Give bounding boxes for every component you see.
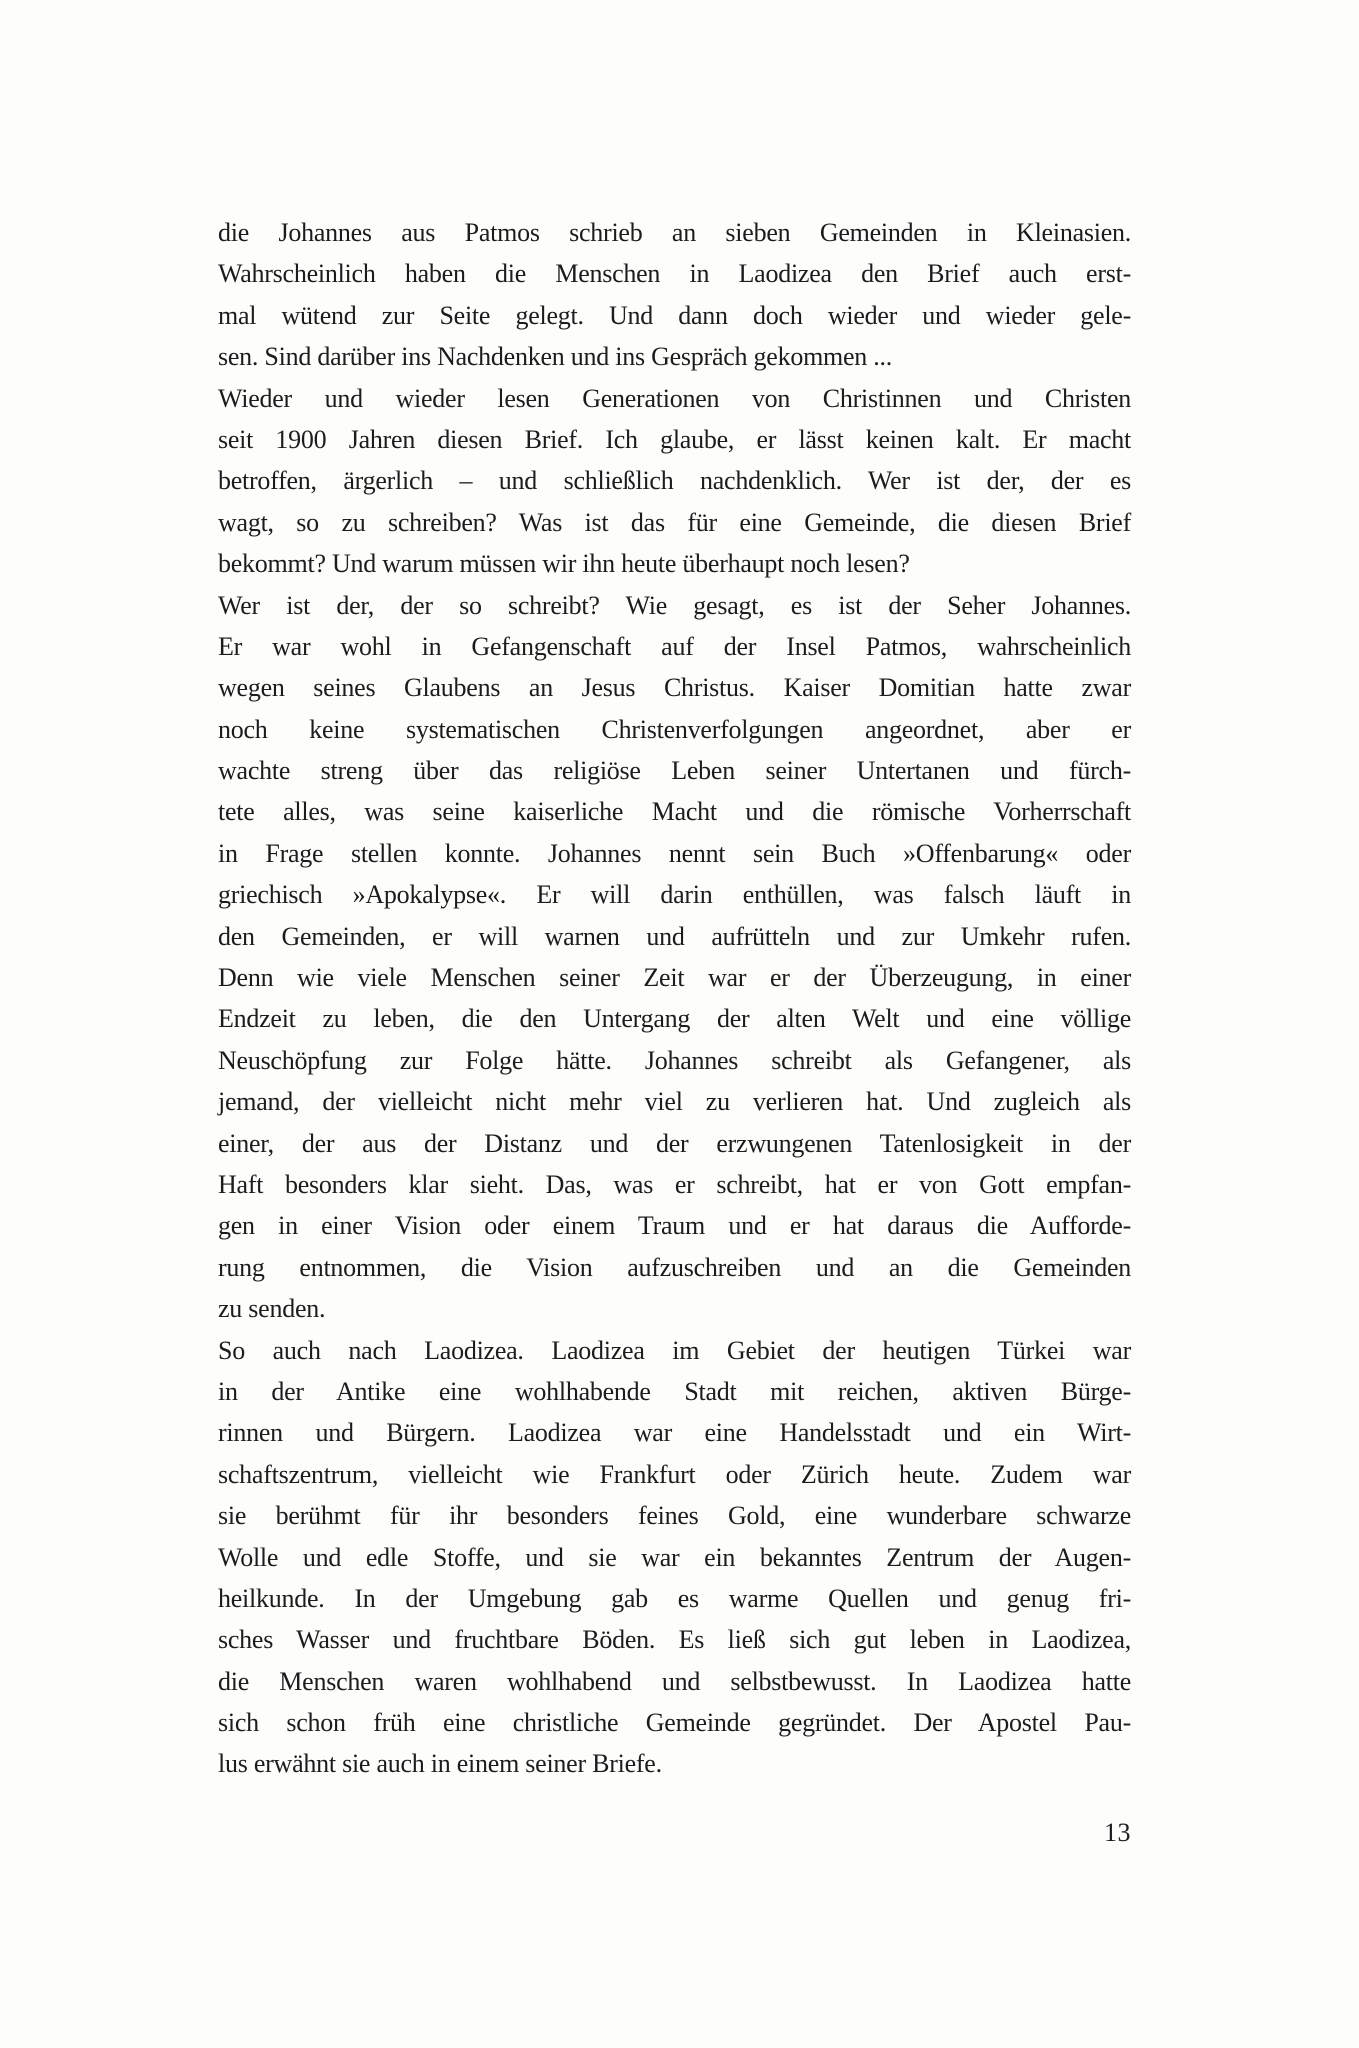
text-line: Haft besonders klar sieht. Das, was er schreibt, hat er von Gott empfan- (218, 1169, 1131, 1199)
text-line: Wieder und wieder lesen Generationen von Christinnen und Christen (218, 383, 1131, 413)
text-line: bekommt? Und warum müssen wir ihn heute überhaupt noch lesen? (218, 549, 910, 579)
text-line: wagt, so zu schreiben? Was ist das für eine Gemeinde, die diesen Brief (218, 507, 1131, 537)
text-line: Er war wohl in Gefangenschaft auf der Insel Patmos, wahrscheinlich (218, 631, 1131, 661)
text-line: betroffen, ärgerlich – und schließlich nachdenklich. Wer ist der, der es (218, 466, 1131, 496)
text-line: den Gemeinden, er will warnen und aufrütteln und zur Umkehr rufen. (218, 921, 1131, 951)
text-line: sich schon früh eine christliche Gemeinde gegründet. Der Apostel Pau- (218, 1708, 1131, 1738)
text-line: Neuschöpfung zur Folge hätte. Johannes schreibt als Gefangener, als (218, 1045, 1131, 1075)
text-line: mal wütend zur Seite gelegt. Und dann doch wieder und wieder gele- (218, 300, 1131, 330)
text-line: Wer ist der, der so schreibt? Wie gesagt, es ist der Seher Johannes. (218, 590, 1131, 620)
text-line: die Menschen waren wohlhabend und selbstbewusst. In Laodizea hatte (218, 1666, 1131, 1696)
text-line: Denn wie viele Menschen seiner Zeit war er der Überzeugung, in einer (218, 963, 1131, 993)
text-line: wegen seines Glaubens an Jesus Christus. Kaiser Domitian hatte zwar (218, 673, 1131, 703)
text-line: wachte streng über das religiöse Leben seiner Untertanen und fürch- (218, 756, 1131, 786)
text-line: einer, der aus der Distanz und der erzwungenen Tatenlosigkeit in der (218, 1128, 1131, 1158)
text-line: rinnen und Bürgern. Laodizea war eine Handelsstadt und ein Wirt- (218, 1418, 1131, 1448)
text-line: sches Wasser und fruchtbare Böden. Es ließ sich gut leben in Laodizea, (218, 1625, 1131, 1655)
text-line: tete alles, was seine kaiserliche Macht und die römische Vorherrschaft (218, 797, 1131, 827)
text-line: sen. Sind darüber ins Nachdenken und ins Gespräch gekommen ... (218, 342, 893, 372)
text-line: heilkunde. In der Umgebung gab es warme Quellen und genug fri- (218, 1583, 1131, 1613)
text-line: jemand, der vielleicht nicht mehr viel zu verlieren hat. Und zugleich als (218, 1087, 1131, 1117)
text-line: seit 1900 Jahren diesen Brief. Ich glaube, er lässt keinen kalt. Er macht (218, 424, 1131, 454)
text-line: noch keine systematischen Christenverfolgungen angeordnet, aber er (218, 714, 1131, 744)
text-line: lus erwähnt sie auch in einem seiner Briefe. (218, 1749, 662, 1779)
page-number: 13 (1104, 1818, 1131, 1847)
text-line: sie berühmt für ihr besonders feines Gold, eine wunderbare schwarze (218, 1501, 1131, 1531)
text-line: rung entnommen, die Vision aufzuschreiben und an die Gemeinden (218, 1252, 1131, 1282)
text-line: zu senden. (218, 1294, 326, 1324)
text-line: in Frage stellen konnte. Johannes nennt sein Buch »Offenbarung« oder (218, 838, 1131, 868)
text-line: in der Antike eine wohlhabende Stadt mit reichen, aktiven Bürge- (218, 1376, 1131, 1406)
text-line: schaftszentrum, vielleicht wie Frankfurt oder Zürich heute. Zudem war (218, 1459, 1131, 1489)
text-line: So auch nach Laodizea. Laodizea im Gebiet der heutigen Türkei war (218, 1335, 1131, 1365)
text-line: Wolle und edle Stoffe, und sie war ein bekanntes Zentrum der Augen- (218, 1542, 1131, 1572)
text-line: Wahrscheinlich haben die Menschen in Laodizea den Brief auch erst- (218, 259, 1131, 289)
text-line: Endzeit zu leben, die den Untergang der alten Welt und eine völlige (218, 1004, 1131, 1034)
text-line: die Johannes aus Patmos schrieb an sieben Gemeinden in Kleinasien. (218, 218, 1131, 247)
text-line: gen in einer Vision oder einem Traum und er hat daraus die Aufforde- (218, 1211, 1131, 1241)
body-text (218, 212, 1131, 1785)
text-line: griechisch »Apokalypse«. Er will darin enthüllen, was falsch läuft in (218, 880, 1131, 910)
